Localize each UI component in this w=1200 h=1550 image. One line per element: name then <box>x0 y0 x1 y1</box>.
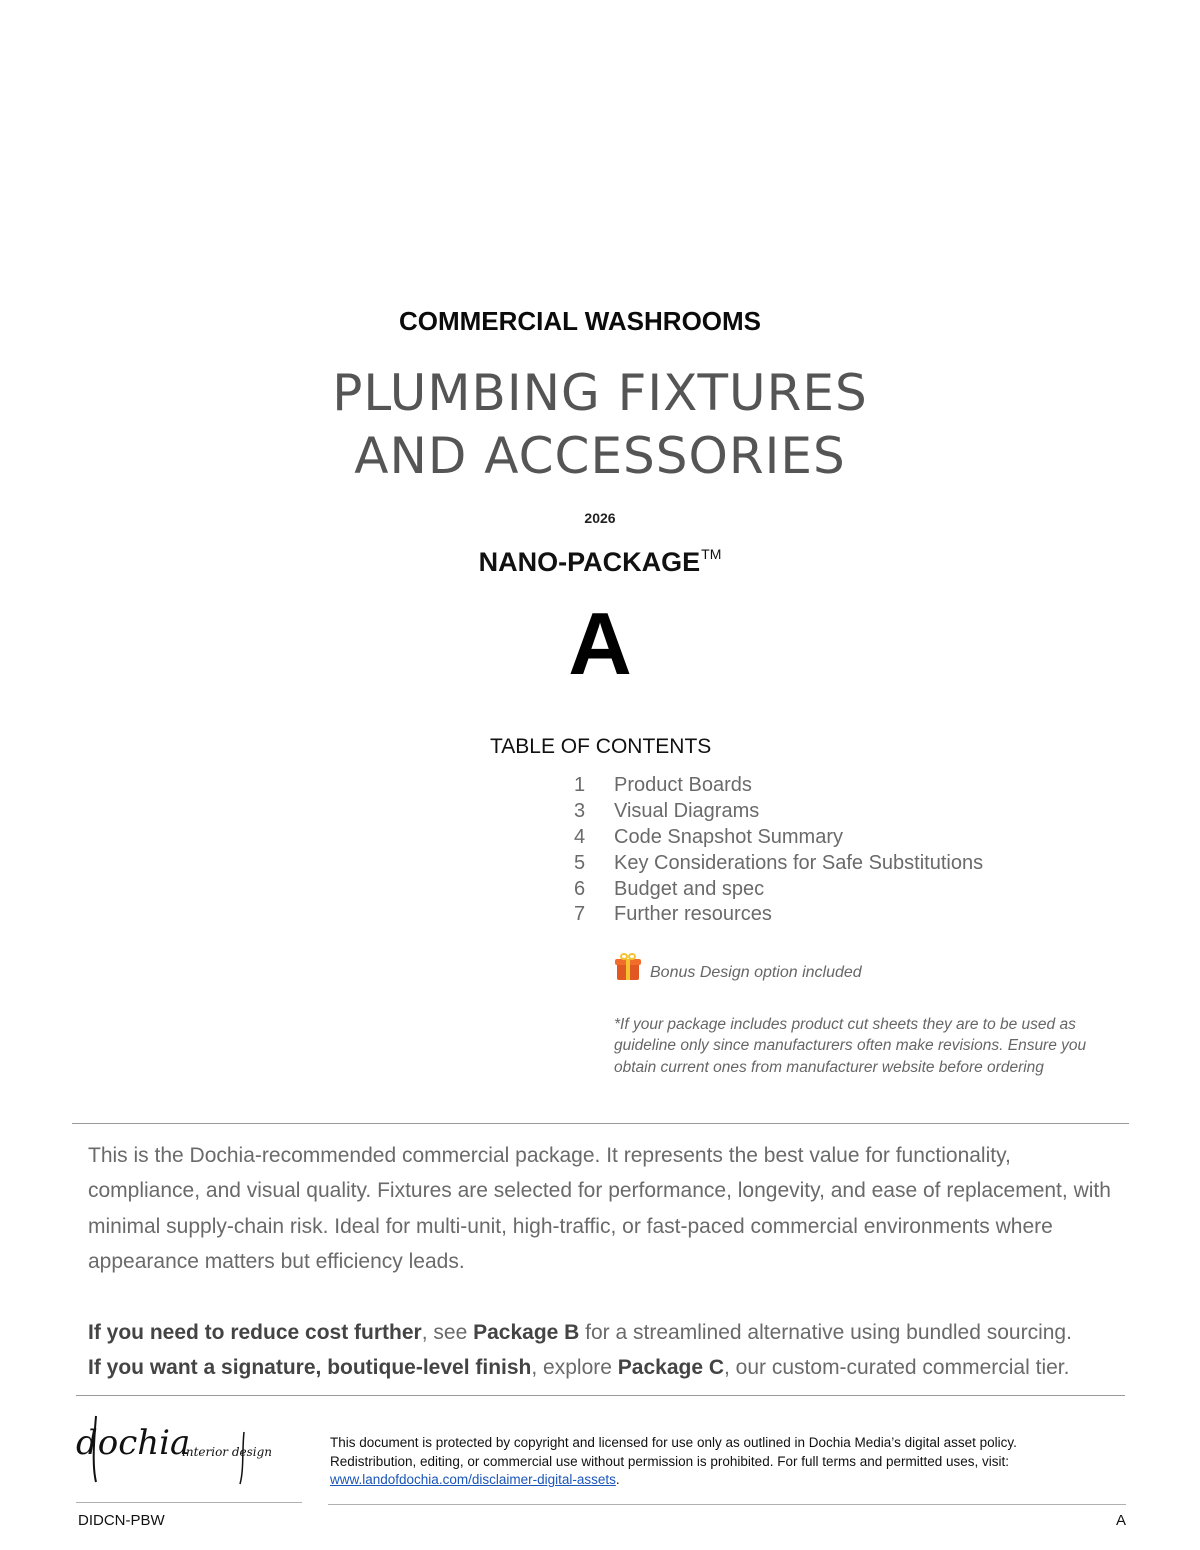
toc-item[interactable] <box>570 773 1090 799</box>
toc-page-number: 6 <box>574 877 586 900</box>
copyright-notice <box>330 1434 1090 1490</box>
page-id: A <box>1115 1512 1126 1529</box>
package-b-line <box>88 1315 1118 1350</box>
package-name-text: NANO-PACKAGE <box>478 547 701 577</box>
package-c-line <box>88 1350 1118 1385</box>
toc-heading: TABLE OF CONTENTS <box>490 735 712 758</box>
signature-tagline: interior design <box>182 1445 273 1459</box>
toc-page-number: 7 <box>574 903 586 926</box>
toc-item-label: Key Considerations for Safe Substitutions <box>614 851 984 874</box>
divider <box>72 1123 1129 1124</box>
bonus-note <box>614 952 862 982</box>
toc-item-label: Product Boards <box>614 774 752 797</box>
title-line-1: PLUMBING FIXTURES <box>332 364 868 422</box>
year-label: 2026 <box>584 510 616 526</box>
document-id: DIDCN-PBW <box>78 1512 165 1529</box>
package-b-link[interactable]: Package B <box>473 1321 580 1344</box>
trademark-mark: TM <box>701 546 722 562</box>
divider <box>76 1395 1125 1396</box>
title-line-2: AND ACCESSORIES <box>354 427 846 485</box>
table-of-contents <box>570 773 1090 928</box>
toc-page-number: 1 <box>574 774 586 797</box>
cta-c-rest: , our custom-curated commercial tier. <box>724 1356 1070 1379</box>
toc-item[interactable] <box>570 850 1090 876</box>
package-name <box>0 546 1200 578</box>
cta-b-mid: , see <box>421 1321 474 1344</box>
package-letter: A <box>568 594 632 693</box>
toc-item[interactable] <box>570 799 1090 825</box>
toc-item-label: Visual Diagrams <box>614 800 760 823</box>
cta-c-lead: If you want a signature, boutique-level finish <box>88 1356 532 1379</box>
disclaimer-link[interactable]: www.landofdochia.com/disclaimer-digital-assets <box>330 1472 616 1487</box>
package-c-link[interactable]: Package C <box>617 1356 725 1379</box>
cta-c-mid: , explore <box>531 1356 618 1379</box>
toc-page-number: 3 <box>574 800 586 823</box>
toc-page-number: 4 <box>574 825 586 848</box>
cta-b-rest: for a streamlined alternative using bundled sourcing. <box>579 1321 1072 1344</box>
package-alternatives <box>88 1315 1118 1385</box>
toc-page-number: 5 <box>574 851 586 874</box>
category-heading: COMMERCIAL WASHROOMS <box>398 306 762 336</box>
legal-end: . <box>615 1472 620 1487</box>
package-description: This is the Dochia-recommended commercial package. It represents the best value for functionality, compliance, and visual quality. Fixtures are selected for performance, longevity, and ease of replacement, with minimal supply-chain risk. Ideal for multi-unit, high-traffic, or fast-paced commercial environments where appearance matters but efficiency leads. <box>88 1144 1111 1273</box>
toc-item[interactable] <box>570 825 1090 851</box>
divider <box>76 1502 302 1503</box>
cta-b-lead: If you need to reduce cost further <box>88 1321 422 1344</box>
toc-item[interactable] <box>570 902 1090 928</box>
legal-text: This document is protected by copyright and licensed for use only as outlined in Dochia Media’s digital asset policy. Redistribution, editing, or commercial use without permission is prohibited. For full terms and permitted uses, visit: <box>330 1435 1017 1469</box>
divider <box>328 1504 1126 1505</box>
toc-item[interactable] <box>570 876 1090 902</box>
gift-icon <box>614 953 642 981</box>
signature-brand: dochia <box>76 1423 191 1463</box>
cut-sheet-disclaimer: *If your package includes product cut sheets they are to be used as guideline only since manufacturers often make revisions. Ensure you obtain current ones from manufacturer website before ordering <box>614 1016 1087 1076</box>
toc-item-label: Further resources <box>614 903 772 926</box>
bonus-text: Bonus Design option included <box>650 964 862 981</box>
dochia-signature-logo <box>74 1410 306 1490</box>
toc-item-label: Budget and spec <box>614 877 765 900</box>
toc-item-label: Code Snapshot Summary <box>614 825 844 848</box>
